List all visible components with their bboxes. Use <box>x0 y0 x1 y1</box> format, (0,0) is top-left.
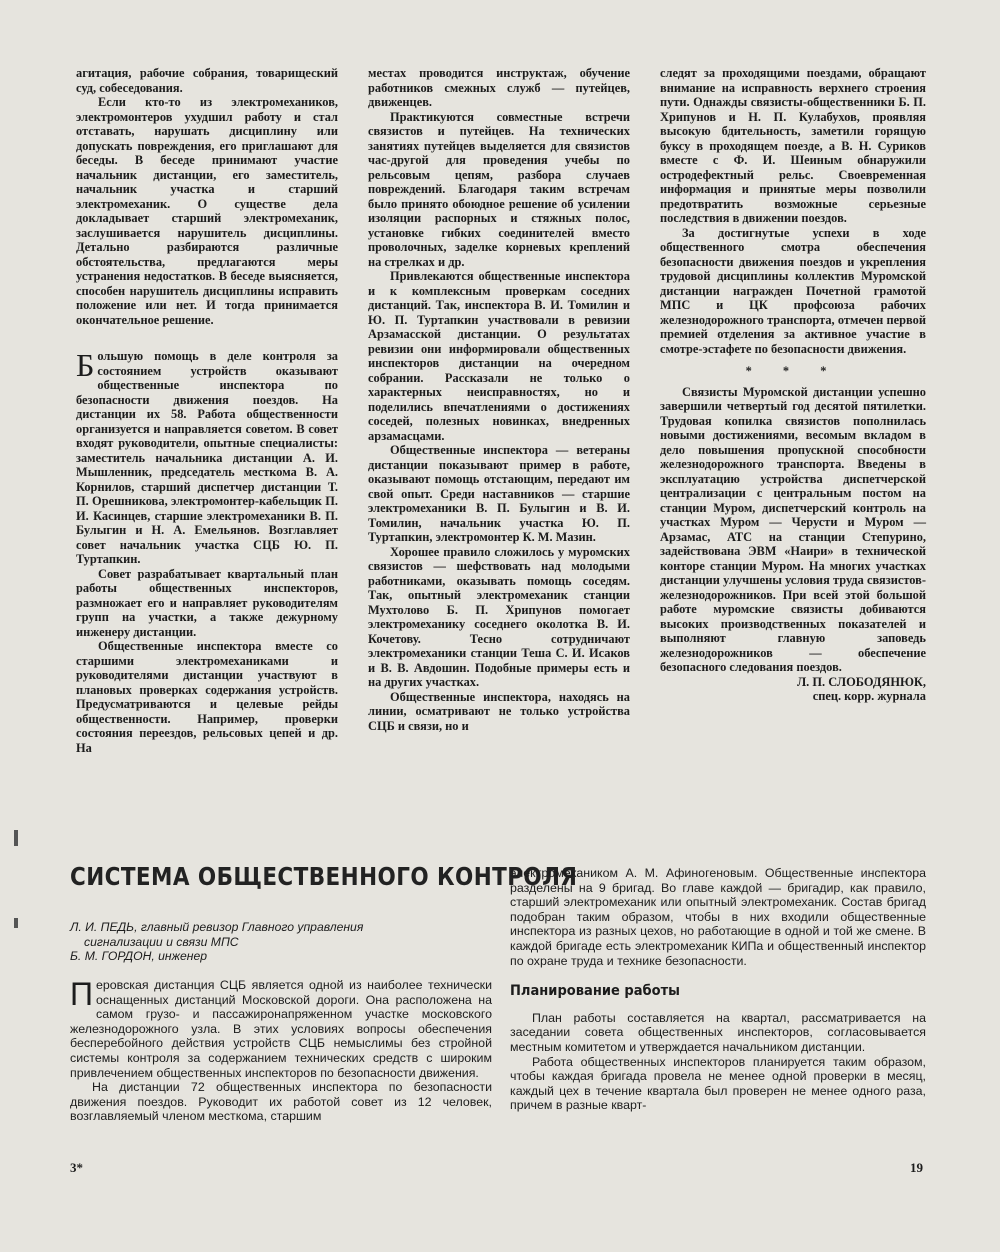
author-line: Л. И. ПЕДЬ, главный ревизор Главного управления <box>70 920 364 934</box>
drop-cap: П <box>70 976 93 1012</box>
signature-mark: 3* <box>70 1160 83 1175</box>
paragraph-dropcap <box>70 978 492 1080</box>
paragraph: Связисты Муромской дистанции успешно завершили четвертый год десятой пятилетки. Трудовая копилка связистов пополнилась новыми достижениями, весомым вкладом в дело повышения пропускной способности железнодорожного транспорта. Введены в эксплуатацию устройства диспетчерской централизации с центральным постом на станции Муром, диспетчерский контроль на участках Муром — Черусти и Муром — Арзамас, АТС на станции Степурино, задействована ЭВМ «Наири» в технической конторе станции Муром. На многих участках дистанции улучшены условия труда связистов-железнодорожников. При всей этой большой работе муромские связисты добиваются высоких производственных показателей и выполняют главную заповедь железнодорожников — обеспечение безопасного следования поездов. <box>660 384 926 674</box>
paragraph-text: ольшую помощь в деле контроля за состоянием устройств оказывают общественные инспектора по безопасности движения поездов. На дистанции их 58. Работа общественности организуется и направляется советом. В совет входят руководители, опытные специалисты: заместитель начальника дистанции А. И. Мышленник, председатель месткома В. А. Корнилов, старший диспетчер дистанции Т. П. Орешникова, электромонтер-кабельщик П. И. Касинцев, старшие электромеханики В. П. Булыгин и Н. А. Емельянов. Возглавляет совет начальник участка СЦБ Ю. П. Туртапкин. <box>76 349 338 566</box>
paragraph: электромехаником А. М. Афиногеновым. Общественные инспектора разделены на 9 бригад. Во главе каждой — бригадир, как правило, старший электромеханик или опытный электромеханик. Состав бригад подобран таким образом, чтобы в них входили общественные инспектора из разных цехов, но работающие в одной и той же смене. В каждой бригаде есть электромеханик КИПа и общественный инспектор по охране труда и технике безопасности. <box>510 866 926 968</box>
scan-edge-mark <box>14 830 18 846</box>
paragraph: Хорошее правило сложилось у муромских связистов — шефствовать над молодыми работниками, оказывать помощь соседям. Так, опытный электромеханик станции Мухтолово Б. П. Хрипунов помогает электромеханику соседнего околотка В. И. Кочетову. Тесно сотрудничают электромеханики станции Теша С. И. Исаков и В. В. Авдошин. Подобные примеры есть и на других участках. <box>368 544 630 689</box>
page-number: 19 <box>910 1160 923 1175</box>
paragraph: Если кто-то из электромехаников, электромонтеров ухудшил работу и стал отставать, нарушать дисциплину или допускать повреждения, его приглашают для беседы. В беседе принимают участие начальник дистанции, его заместитель, начальник участка и старший электромеханик. О существе дела докладывает старший электромеханик, заслушивается нарушитель дисциплины. Детально разбираются различные обстоятельства, предлагаются меры устранения недостатков. В беседе выясняется, способен нарушитель дисциплины исправить положение или нет. И тогда принимается окончательное решение. <box>76 95 338 327</box>
column-2 <box>368 66 630 733</box>
author-line: Б. М. ГОРДОН, инженер <box>70 949 208 963</box>
paragraph: местах проводится инструктаж, обучение работников смежных служб — путейцев, движенцев. <box>368 66 630 109</box>
paragraph: За достигнутые успехи в ходе общественного смотра обеспечения безопасности движения поездов и укрепления трудовой дисциплины коллектив Муромской дистанции награжден Почетной грамотой МПС и ЦК профсоюза рабочих железнодорожного транспорта, отмечен первой премией отделения за активное участие в смотре-эстафете по безопасности движения. <box>660 225 926 356</box>
paragraph: Практикуются совместные встречи связистов и путейцев. На технических занятиях путейцев выделяется для связистов час-другой для проведения учебы по рельсовым цепям, разбора случаев повреждений. Благодаря таким встречам было принято обоюдное решение об усилении изоляции распорных и стяжных полос, установке гибких соединителей вместо проволочных, заделке корневых креплений на стрелках и др. <box>368 109 630 269</box>
paragraph: следят за проходящими поездами, обращают внимание на исправность верхнего строения пути. Однажды связисты-общественники Б. П. Хрипунов и Н. П. Кулабухов, проявляя высокую бдительность, заметили горящую буксу в проходящем поезде, а В. Н. Суриков вместе с Ф. И. Шеиным обнаружили остродефектный рельс. Своевременная информация и принятые меры позволили предотвратить возможные серьезные последствия в движении поездов. <box>660 66 926 225</box>
section-separator: * * * <box>745 364 841 378</box>
drop-cap: Б <box>76 347 95 383</box>
column-3 <box>660 66 926 704</box>
paragraph: Привлекаются общественные инспектора и к комплексным проверкам соседних дистанций. Так, инспектора В. И. Томилин и Ю. П. Туртапкин участвовали в ревизии Арзамасской дистанции. О результатах ревизии они информировали общественных инспекторов дистанции на очередном собрании. Рассказали не только о характерных неисправностях, но и поделились впечатлениями о достижениях соседей, полезных новинках, внедренных арзамасцами. <box>368 269 630 443</box>
signature-name: Л. П. СЛОБОДЯНЮК, <box>796 674 926 689</box>
paragraph: На дистанции 72 общественных инспектора по безопасности движения поездов. Руководит их работой совет из 12 человек, возглавляемый членом месткома, старшим <box>70 1080 492 1124</box>
article-column-left <box>70 978 492 1124</box>
article-authors <box>70 920 490 964</box>
paragraph: Совет разрабатывает квартальный план работы общественных инспекторов, размножает его и направляет руководителям групп на участки, а также дежурному инженеру дистанции. <box>76 566 338 639</box>
paragraph: Общественные инспектора — ветераны дистанции показывают пример в работе, оказывают помощь отстающим, передают им свой опыт. Среди наставников — старшие электромеханики В. П. Булыгин и В. И. Томилин, начальник участка Ю. П. Туртапкин, электромонтер К. М. Мазин. <box>368 443 630 544</box>
paragraph: Общественные инспектора, находясь на линии, осматривают не только устройства СЦБ и связи, но и <box>368 689 630 733</box>
paragraph-text: еровская дистанция СЦБ является одной из наиболее технически оснащенных дистанций Московской дороги. Она расположена на самом грузо- и пассажиронапряженном участке московского железнодорожного узла. В этих условиях вопросы обеспечения бесперебойного действия устройств СЦБ немыслимы без стройной системы контроля за содержанием технических средств с широким привлечением общественных инспекторов по безопасности движения. <box>70 978 492 1080</box>
paragraph: Работа общественных инспекторов планируется таким образом, чтобы каждая бригада провела не менее одной проверки в месяц, каждый цех в течение квартала был проверен не менее одного раза, причем в разные кварт- <box>510 1054 926 1113</box>
paragraph: План работы составляется на квартал, рассматривается на заседании совета общественных инспекторов, согласовывается местным комитетом и утверждается начальником дистанции. <box>510 1010 926 1054</box>
column-1 <box>76 66 338 755</box>
paragraph: Общественные инспектора вместе со старшими электромеханиками и руководителями дистанции участвуют в плановых проверках содержания устройств. Предусматриваются и целевые рейды общественности. Например, проверки состояния переездов, рельсовых цепей и др. На <box>76 639 338 755</box>
article-title: СИСТЕМА ОБЩЕСТВЕННОГО КОНТРОЛЯ <box>70 862 578 891</box>
author-line: сигнализации и связи МПС <box>84 934 239 949</box>
signature-role: спец. корр. журнала <box>812 689 926 703</box>
paragraph: агитация, рабочие собрания, товарищеский суд, собеседования. <box>76 66 338 95</box>
paragraph-dropcap <box>76 349 338 567</box>
scan-edge-mark <box>14 918 18 928</box>
article-column-right <box>510 866 926 1113</box>
section-heading: Планирование работы <box>510 983 680 1000</box>
